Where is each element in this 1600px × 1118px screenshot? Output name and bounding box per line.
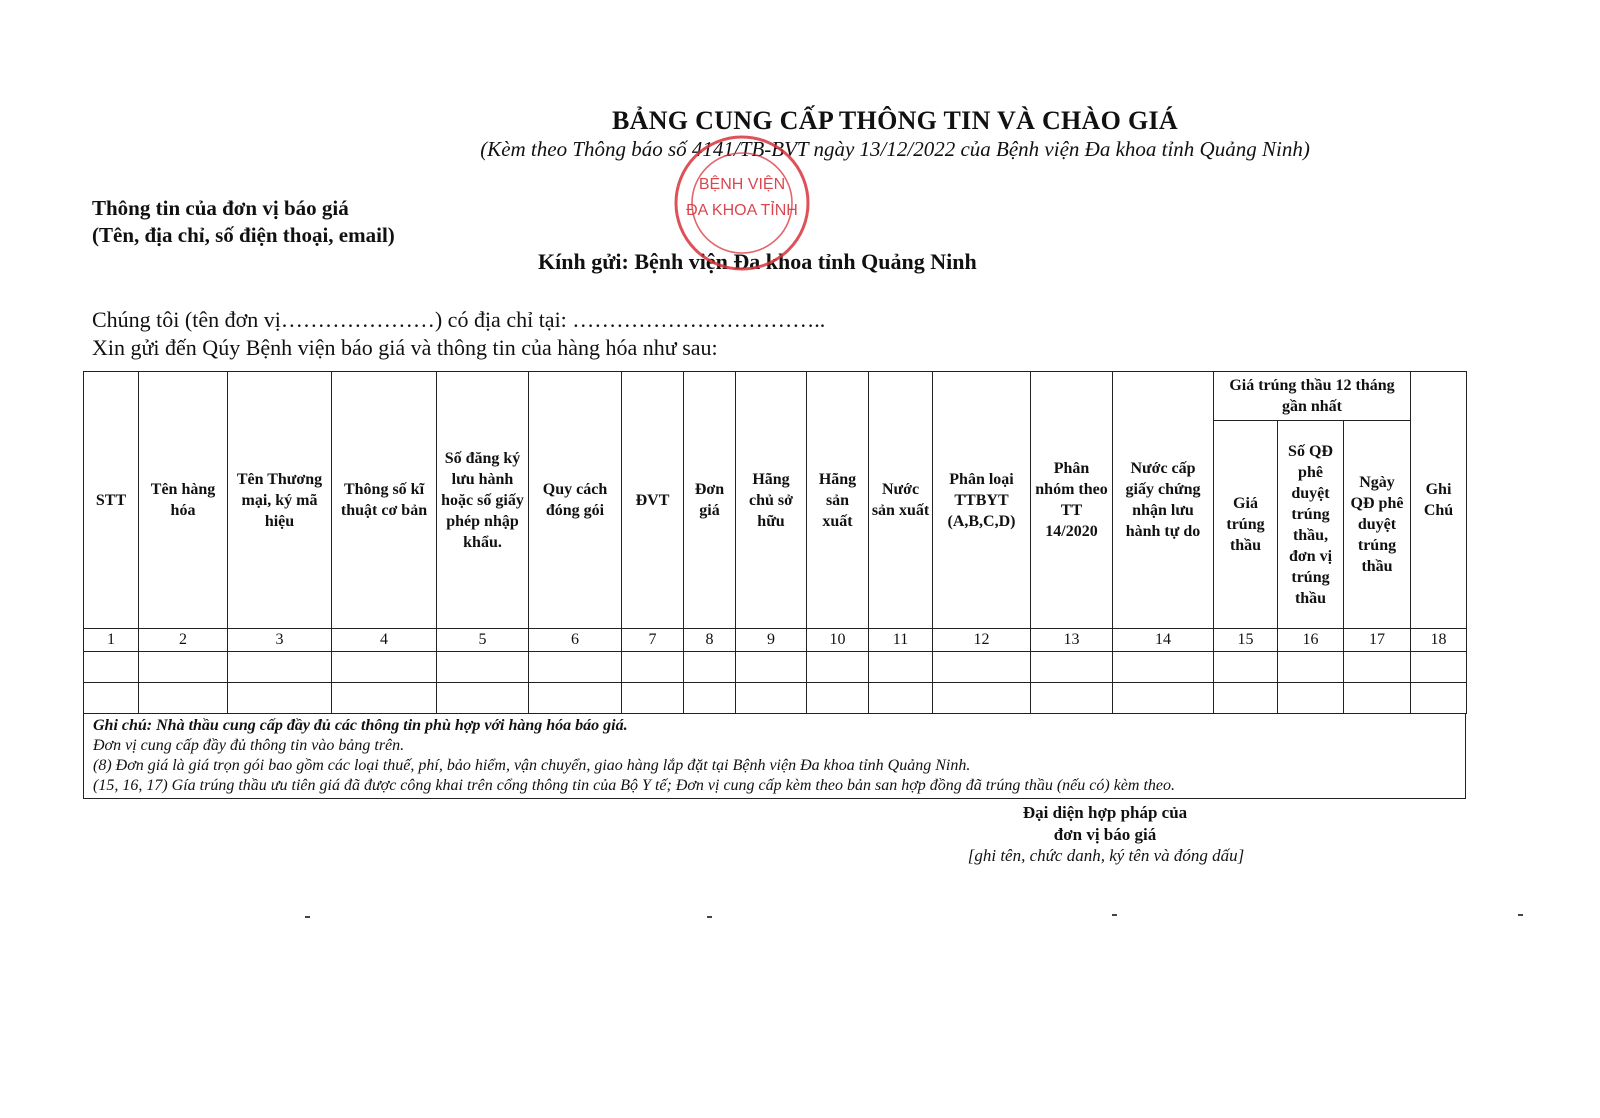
column-number: 3 — [228, 629, 332, 652]
column-number: 9 — [736, 629, 807, 652]
table-cell[interactable] — [622, 652, 684, 683]
table-row — [84, 683, 1467, 714]
column-header: Thông số kĩ thuật cơ bản — [332, 372, 437, 629]
signature-instruction: [ghi tên, chức danh, ký tên và đóng dấu] — [967, 846, 1245, 865]
table-cell[interactable] — [139, 652, 228, 683]
note-line: (8) Đơn giá là giá trọn gói bao gồm các loại thuế, phí, bảo hiểm, vận chuyển, giao hàng lắp đặt tại Bệnh viện Đa khoa tỉnh Quảng Ninh. — [93, 757, 971, 774]
column-header: Hãng chủ sở hữu — [736, 372, 807, 629]
column-header: Đơn giá — [684, 372, 736, 629]
table-cell[interactable] — [1411, 683, 1467, 714]
sender-info-hint: (Tên, địa chỉ, số điện thoại, email) — [92, 223, 395, 247]
signature-title: Đại diện hợp pháp của — [1022, 803, 1188, 822]
column-header: Ngày QĐ phê duyệt trúng thầu — [1344, 421, 1411, 629]
column-header: Nước cấp giấy chứng nhận lưu hành tự do — [1113, 372, 1214, 629]
table-cell[interactable] — [1214, 652, 1278, 683]
signature-title: đơn vị báo giá — [1053, 825, 1157, 844]
column-header: Quy cách đóng gói — [529, 372, 622, 629]
table-cell[interactable] — [1411, 652, 1467, 683]
column-header: Hãng sản xuất — [807, 372, 869, 629]
column-number: 2 — [139, 629, 228, 652]
column-number: 6 — [529, 629, 622, 652]
notes-title: Ghi chú: Nhà thầu cung cấp đầy đủ các thông tin phù hợp với hàng hóa báo giá. — [93, 717, 628, 734]
quotation-table — [83, 371, 1467, 714]
column-header: STT — [84, 372, 139, 629]
table-cell[interactable] — [807, 652, 869, 683]
column-number: 18 — [1411, 629, 1467, 652]
sender-info-label: Thông tin của đơn vị báo giá — [92, 196, 349, 220]
column-number: 8 — [684, 629, 736, 652]
column-header: Giá trúng thầu — [1214, 421, 1278, 629]
column-number: 10 — [807, 629, 869, 652]
table-cell[interactable] — [933, 652, 1031, 683]
column-number: 7 — [622, 629, 684, 652]
scan-speck — [707, 916, 712, 918]
column-number: 13 — [1031, 629, 1113, 652]
table-cell[interactable] — [807, 683, 869, 714]
table-cell[interactable] — [736, 652, 807, 683]
column-header: Phân nhóm theo TT 14/2020 — [1031, 372, 1113, 629]
note-line: (15, 16, 17) Gía trúng thầu ưu tiên giá đã được công khai trên cổng thông tin của Bộ Y tế; Đơn vị cung cấp kèm theo bản san hợp đồng đã trúng thầu (nếu có) kèm theo. — [93, 777, 1176, 794]
table-cell[interactable] — [1214, 683, 1278, 714]
table-cell[interactable] — [1031, 683, 1113, 714]
table-cell[interactable] — [1031, 652, 1113, 683]
intro-line-1: Chúng tôi (tên đơn vị…………………) có địa chỉ tại: …………………………….. — [92, 307, 826, 332]
scan-speck — [1112, 914, 1117, 916]
column-number: 15 — [1214, 629, 1278, 652]
stamp-text-2: ĐA KHOA TỈNH — [686, 202, 798, 219]
stamp-text-1: BỆNH VIỆN — [698, 176, 786, 193]
column-number: 5 — [437, 629, 529, 652]
table-cell[interactable] — [622, 683, 684, 714]
column-header: Phân loại TTBYT (A,B,C,D) — [933, 372, 1031, 629]
table-cell[interactable] — [84, 652, 139, 683]
table-cell[interactable] — [736, 683, 807, 714]
table-cell[interactable] — [1113, 683, 1214, 714]
document-title: BẢNG CUNG CẤP THÔNG TIN VÀ CHÀO GIÁ — [612, 106, 1178, 135]
column-number: 11 — [869, 629, 933, 652]
table-cell[interactable] — [684, 683, 736, 714]
notes-box — [83, 713, 1466, 799]
column-number: 1 — [84, 629, 139, 652]
table-cell[interactable] — [1344, 683, 1411, 714]
table-cell[interactable] — [869, 652, 933, 683]
table-cell[interactable] — [1278, 652, 1344, 683]
table-cell[interactable] — [332, 652, 437, 683]
table-row — [84, 652, 1467, 683]
table-cell[interactable] — [1344, 652, 1411, 683]
column-number: 14 — [1113, 629, 1214, 652]
column-header: Nước sản xuất — [869, 372, 933, 629]
table-cell[interactable] — [1113, 652, 1214, 683]
table-cell[interactable] — [529, 652, 622, 683]
hospital-stamp — [652, 133, 832, 273]
document-subtitle: (Kèm theo Thông báo số 4141/TB-BVT ngày 13/12/2022 của Bệnh viện Đa khoa tỉnh Quảng Ninh) — [480, 137, 1310, 161]
group-header: Giá trúng thầu 12 tháng gần nhất — [1214, 372, 1411, 421]
table-cell[interactable] — [869, 683, 933, 714]
column-number: 16 — [1278, 629, 1344, 652]
column-header: ĐVT — [622, 372, 684, 629]
scan-speck — [1518, 914, 1523, 916]
table-cell[interactable] — [684, 652, 736, 683]
table-cell[interactable] — [437, 652, 529, 683]
table-cell[interactable] — [228, 683, 332, 714]
column-number: 17 — [1344, 629, 1411, 652]
column-header: Số đăng ký lưu hành hoặc số giấy phép nhập khẩu. — [437, 372, 529, 629]
table-cell[interactable] — [1278, 683, 1344, 714]
column-number-row — [84, 629, 1467, 652]
addressee-line: Kính gửi: Bệnh viện Đa khoa tỉnh Quảng Ninh — [538, 249, 977, 274]
column-header: Ghi Chú — [1411, 372, 1467, 629]
note-line: Đơn vị cung cấp đầy đủ thông tin vào bảng trên. — [93, 737, 405, 754]
column-header: Tên Thương mại, ký mã hiệu — [228, 372, 332, 629]
column-header: Số QĐ phê duyệt trúng thầu, đơn vị trúng thầu — [1278, 421, 1344, 629]
table-cell[interactable] — [332, 683, 437, 714]
column-number: 4 — [332, 629, 437, 652]
table-cell[interactable] — [437, 683, 529, 714]
table-cell[interactable] — [933, 683, 1031, 714]
table-cell[interactable] — [228, 652, 332, 683]
intro-line-2: Xin gửi đến Qúy Bệnh viện báo giá và thông tin của hàng hóa như sau: — [92, 335, 718, 360]
column-header: Tên hàng hóa — [139, 372, 228, 629]
column-number: 12 — [933, 629, 1031, 652]
table-cell[interactable] — [84, 683, 139, 714]
table-cell[interactable] — [529, 683, 622, 714]
table-cell[interactable] — [139, 683, 228, 714]
scan-speck — [305, 916, 310, 918]
